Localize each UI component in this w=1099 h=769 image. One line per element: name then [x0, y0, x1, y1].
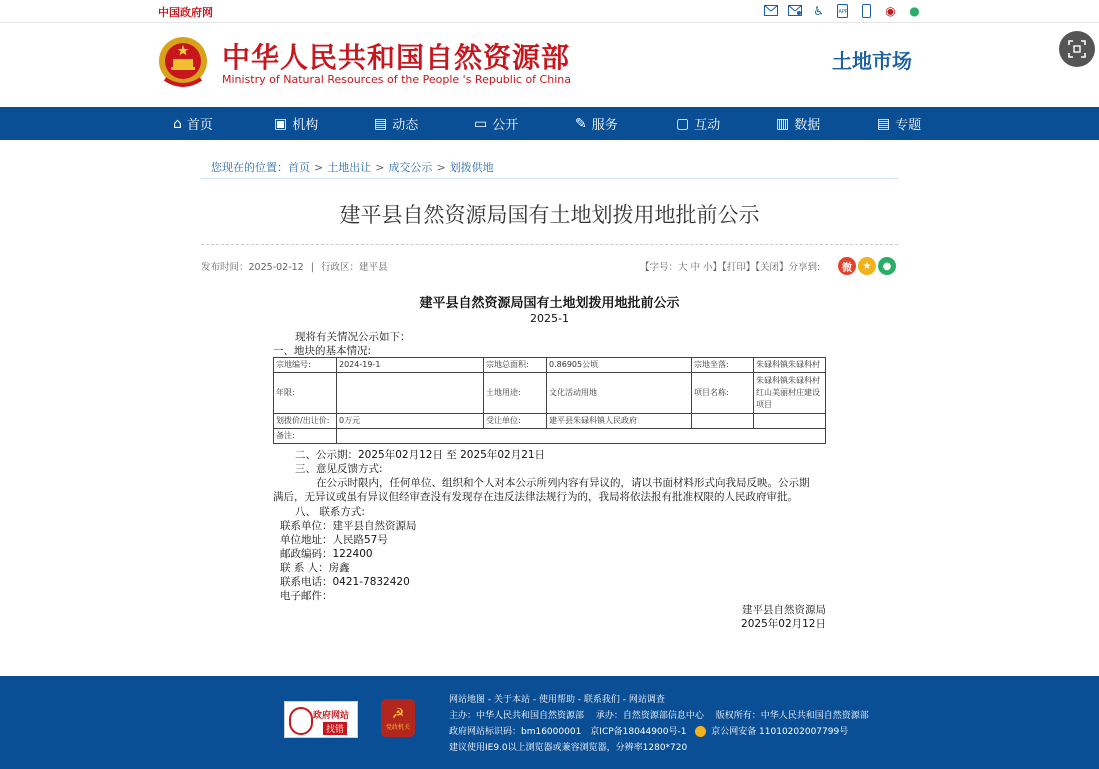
- ministry-title-en: Ministry of Natural Resources of the People 's Republic of China: [222, 73, 571, 86]
- nav-label: 数据: [794, 118, 821, 133]
- police-record[interactable]: 京公网安备 11010202007799号: [711, 727, 849, 737]
- party-organ-badge[interactable]: [381, 699, 415, 737]
- signature-date: 2025年02月12日: [741, 618, 826, 630]
- table-row: [274, 429, 826, 444]
- weibo-share-icon[interactable]: 微: [838, 257, 856, 275]
- nav-label: 首页: [186, 118, 213, 133]
- nav-data[interactable]: [776, 107, 820, 140]
- party-emblem-icon: ☭: [391, 705, 405, 722]
- doc-intro: 现将有关情况公示如下：: [295, 331, 411, 343]
- chart-icon: ▥: [776, 115, 790, 132]
- breadcrumb-deal-notice[interactable]: 成交公示: [388, 161, 433, 174]
- nav-label: 专题: [895, 118, 922, 133]
- nav-topic[interactable]: [877, 107, 921, 140]
- service-icon: ✎: [575, 115, 587, 132]
- table-cell: 宗地坐落:: [692, 358, 754, 373]
- nav-org[interactable]: [274, 107, 318, 140]
- magnifier-icon: [289, 707, 313, 735]
- find-error-sub: 找错: [323, 722, 347, 735]
- table-cell: 项目名称:: [692, 373, 754, 414]
- nav-service[interactable]: [575, 107, 618, 140]
- doc-number: 2025-1: [530, 312, 569, 325]
- table-cell: 0万元: [337, 414, 484, 429]
- table-cell: 2024-19-1: [337, 358, 484, 373]
- table-cell: 0.86905公顷: [547, 358, 692, 373]
- table-row: [274, 414, 826, 429]
- breadcrumb-prefix: 您现在的位置：: [211, 161, 288, 174]
- nav-label: 动态: [392, 118, 419, 133]
- feedback-line-1: 在公示时限内，任何单位、组织和个人对本公示所列内容有异议的，请以书面材料形式向我局反映。公示期: [316, 477, 810, 489]
- section-1-heading: 一、地块的基本情况:: [273, 345, 372, 357]
- accessibility-icon[interactable]: ♿: [813, 3, 824, 18]
- table-cell: 宗地编号:: [274, 358, 337, 373]
- home-icon: ⌂: [173, 115, 182, 132]
- nav-interact[interactable]: [676, 107, 720, 140]
- site-footer: [0, 676, 1099, 769]
- mobile-icon[interactable]: [858, 2, 875, 19]
- table-cell: 划拨价/出让价:: [274, 414, 337, 429]
- nav-home[interactable]: [173, 107, 213, 140]
- table-cell: 朱碌科镇朱碌科村红山美丽村庄建设项目: [754, 373, 826, 414]
- weibo-icon[interactable]: ◉: [885, 3, 896, 18]
- contact-email: 电子邮件：: [280, 590, 333, 602]
- wechat-icon[interactable]: ●: [909, 3, 920, 18]
- footer-site-id: [449, 724, 848, 737]
- national-emblem-icon: [157, 35, 209, 91]
- org-icon: ▣: [274, 115, 288, 132]
- share-group: [838, 257, 896, 275]
- table-cell: 年限:: [274, 373, 337, 414]
- table-cell: 文化活动用地: [547, 373, 692, 414]
- top-strip: [0, 0, 1099, 23]
- mail-open-icon[interactable]: [786, 2, 803, 19]
- nav-open[interactable]: [474, 107, 518, 140]
- footer-host: 主办：中华人民共和国自然资源部 承办：自然资源部信息中心 版权所有：中华人民共和国自然资源部: [449, 711, 869, 721]
- channel-title: 土地市场: [832, 49, 912, 73]
- footer-browser-note: 建议使用IE9.0以上浏览器或兼容浏览器，分辨率1280*720: [449, 743, 688, 753]
- top-icon-group: [762, 2, 923, 19]
- section-3-heading: 三、意见反馈方式:: [295, 463, 383, 475]
- article-meta: 发布时间：2025-02-12 | 行政区：建平县: [201, 262, 388, 273]
- doc-title: 建平县自然资源局国有土地划拨用地批前公示: [419, 296, 680, 311]
- footer-links[interactable]: 网站地图 - 关于本站 - 使用帮助 - 联系我们 - 网站调查: [449, 695, 665, 705]
- news-icon: ▤: [374, 115, 388, 132]
- nav-label: 服务: [591, 118, 618, 133]
- publish-time: 发布时间：2025-02-12: [201, 262, 304, 273]
- table-cell: 受让单位:: [484, 414, 547, 429]
- contact-person: 联 系 人：房鑫: [280, 562, 350, 574]
- nav-label: 机构: [292, 118, 319, 133]
- title-divider: [201, 244, 898, 245]
- table-cell: [754, 414, 826, 429]
- table-cell: [337, 429, 826, 444]
- table-cell: [337, 373, 484, 414]
- svg-text:APP: APP: [838, 8, 848, 15]
- nav-label: 公开: [492, 118, 519, 133]
- gov-portal-link[interactable]: 中国政府网: [158, 6, 213, 19]
- table-row: [274, 358, 826, 373]
- site-id: 政府网站标识码：bm16000001 京ICP备18044900号-1: [449, 727, 687, 737]
- breadcrumb: 您现在的位置：首页 > 土地出让 > 成交公示 > 划拨供地: [211, 161, 494, 174]
- chat-icon: ▢: [676, 115, 690, 132]
- feedback-line-2: 满后，无异议或虽有异议但经审查没有发现存在违反法律法规行为的，我局将依法报有批准权限的人民政府审批。: [273, 491, 798, 503]
- section-8-heading: 八、 联系方式:: [295, 506, 365, 518]
- breadcrumb-home[interactable]: 首页: [288, 161, 310, 174]
- screenshot-icon[interactable]: [1059, 31, 1095, 67]
- table-cell: [692, 414, 754, 429]
- table-cell: 宗地总面积:: [484, 358, 547, 373]
- police-badge-icon: [695, 726, 706, 737]
- ministry-title-cn: 中华人民共和国自然资源部: [222, 41, 571, 74]
- table-cell: 建平县朱碌科镇人民政府: [547, 414, 692, 429]
- contact-address: 单位地址：人民路57号: [280, 534, 388, 546]
- mail-icon[interactable]: [762, 2, 779, 19]
- region: 行政区：建平县: [320, 262, 388, 273]
- article-tools[interactable]: 【字号：大 中 小】【打印】【关闭】分享到:: [640, 262, 821, 273]
- signature-org: 建平县自然资源局: [742, 604, 826, 616]
- land-info-table: [273, 357, 826, 444]
- breadcrumb-allocation[interactable]: 划拨供地: [449, 161, 494, 174]
- monitor-icon: ▭: [474, 115, 488, 132]
- breadcrumb-land-transfer[interactable]: 土地出让: [327, 161, 372, 174]
- table-cell: 土地用途:: [484, 373, 547, 414]
- main-nav: [0, 107, 1099, 140]
- nav-label: 互动: [694, 118, 721, 133]
- table-cell: 朱碌科镇朱碌科村: [754, 358, 826, 373]
- breadcrumb-divider: [201, 178, 898, 179]
- nav-news[interactable]: [374, 107, 418, 140]
- find-error-button[interactable]: [284, 701, 358, 738]
- section-2: 二、公示期：2025年02月12日 至 2025年02月21日: [295, 449, 546, 461]
- wechat-share-icon[interactable]: ●: [878, 257, 896, 275]
- contact-phone: 联系电话：0421-7832420: [280, 576, 410, 588]
- contact-unit: 联系单位：建平县自然资源局: [280, 520, 417, 532]
- site-header: [0, 23, 1099, 106]
- article-title: 建平县自然资源局国有土地划拨用地批前公示: [339, 203, 760, 227]
- table-row: [274, 373, 826, 414]
- app-icon[interactable]: [834, 2, 851, 19]
- topic-icon: ▤: [877, 115, 891, 132]
- table-cell: 备注:: [274, 429, 337, 444]
- qzone-share-icon[interactable]: ★: [858, 257, 876, 275]
- contact-postcode: 邮政编码：122400: [280, 548, 373, 560]
- party-label: 党政机关: [385, 723, 410, 731]
- find-error-label: 政府网站: [313, 711, 350, 721]
